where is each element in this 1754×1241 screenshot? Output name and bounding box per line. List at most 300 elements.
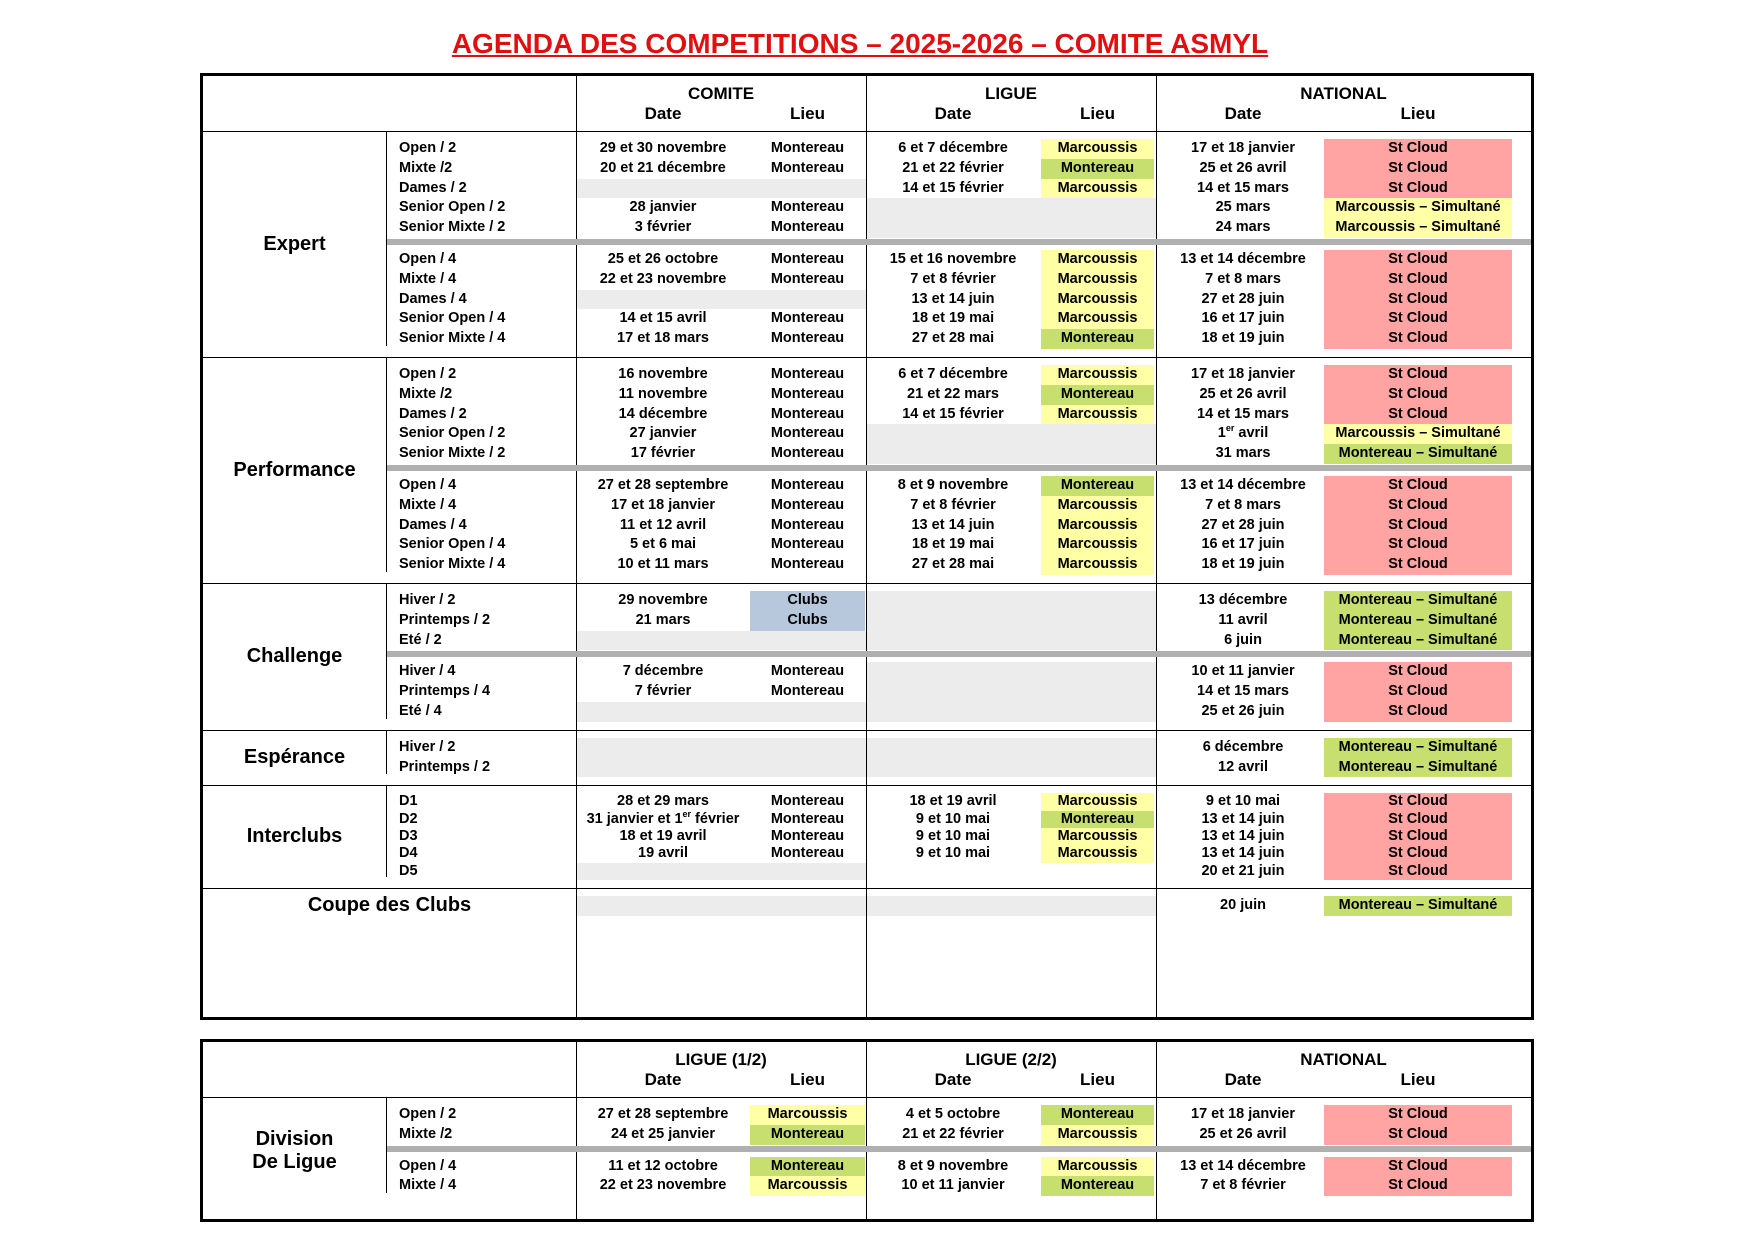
date-cell: 18 et 19 avril xyxy=(619,828,707,844)
event-label: D3 xyxy=(399,828,418,844)
date-cell: 9 et 10 mai xyxy=(915,828,991,844)
header-date: Date xyxy=(934,1070,972,1089)
table-row xyxy=(203,738,1531,758)
date-cell: 11 et 12 octobre xyxy=(608,1157,718,1174)
location-cell: Marcoussis xyxy=(1041,405,1154,425)
date-cell: 13 et 14 décembre xyxy=(1180,477,1306,493)
date-cell: 13 et 14 décembre xyxy=(1180,1157,1306,1174)
category-label: Division De Ligue xyxy=(252,1127,337,1173)
table-row xyxy=(203,496,1531,516)
date-cell: 7 et 8 mars xyxy=(1205,496,1281,513)
date-cell: 7 décembre xyxy=(622,663,704,680)
table-row xyxy=(203,535,1531,555)
empty-cell xyxy=(867,682,1156,702)
date-cell: 31 janvier et 1er février xyxy=(586,808,740,827)
date-cell: 17 et 18 janvier xyxy=(1191,366,1295,382)
event-label: Dames / 2 xyxy=(399,179,467,196)
date-cell: 27 janvier xyxy=(629,425,697,442)
event-label: Open / 2 xyxy=(399,366,457,382)
date-cell: 7 et 8 février xyxy=(1200,1177,1286,1194)
table-row xyxy=(203,702,1531,722)
empty-cell xyxy=(577,179,866,199)
date-cell: 11 et 12 avril xyxy=(619,516,707,533)
date-cell: 22 et 23 novembre xyxy=(599,270,727,287)
location-cell: Montereau xyxy=(750,1125,865,1145)
date-cell: 28 janvier xyxy=(629,199,697,216)
location-cell: Montereau xyxy=(770,159,845,176)
location-cell: Marcoussis – Simultané xyxy=(1324,424,1512,444)
location-cell: St Cloud xyxy=(1324,270,1512,290)
location-cell: St Cloud xyxy=(1324,385,1512,405)
event-label: Open / 4 xyxy=(399,477,457,493)
event-label: Mixte / 4 xyxy=(399,1177,457,1194)
empty-cell xyxy=(867,702,1156,722)
location-cell: Marcoussis xyxy=(1041,270,1154,290)
header-lieu: Lieu xyxy=(1080,1070,1115,1089)
header-date: Date xyxy=(644,1070,682,1089)
date-cell: 1er avril xyxy=(1217,423,1269,442)
location-cell: St Cloud xyxy=(1324,476,1512,496)
location-cell: St Cloud xyxy=(1324,793,1512,810)
page-title: AGENDA DES COMPETITIONS – 2025-2026 – COMITE ASMYL xyxy=(451,28,1269,59)
event-label: Open / 4 xyxy=(399,1157,457,1174)
location-cell: Montereau xyxy=(770,219,845,236)
empty-cell xyxy=(867,218,1156,238)
event-label: Dames / 4 xyxy=(399,516,467,533)
event-label: Senior Mixte / 4 xyxy=(399,556,506,573)
location-cell: St Cloud xyxy=(1324,496,1512,516)
location-cell: Marcoussis xyxy=(1041,1157,1154,1177)
category-label: Challenge xyxy=(246,644,343,667)
location-cell: Montereau xyxy=(770,445,845,462)
header-lieu: Lieu xyxy=(1400,104,1436,123)
location-cell: Montereau – Simultané xyxy=(1324,738,1512,758)
table-row xyxy=(203,250,1531,270)
empty-cell xyxy=(867,758,1156,778)
date-cell: 17 et 18 janvier xyxy=(1191,140,1295,156)
event-label: Senior Open / 2 xyxy=(399,199,506,216)
location-cell: Marcoussis xyxy=(1041,250,1154,270)
table-row xyxy=(203,845,1531,862)
date-cell: 18 et 19 avril xyxy=(909,793,997,810)
location-cell: Marcoussis xyxy=(1041,793,1154,810)
date-cell: 10 et 11 janvier xyxy=(901,1177,1005,1194)
date-cell: 21 et 22 février xyxy=(902,1125,1004,1142)
date-cell: 22 et 23 novembre xyxy=(599,1177,727,1194)
date-cell: 12 avril xyxy=(1218,758,1268,775)
location-cell: Marcoussis xyxy=(1041,139,1154,159)
location-cell: Marcoussis xyxy=(1041,179,1154,199)
header-lieu: Lieu xyxy=(790,104,825,123)
date-cell: 9 et 10 mai xyxy=(915,845,991,862)
category-divider xyxy=(386,584,387,719)
event-label: Printemps / 2 xyxy=(399,758,491,775)
date-cell: 14 et 15 avril xyxy=(619,310,707,327)
event-label: Hiver / 2 xyxy=(399,738,456,755)
date-cell: 27 et 28 septembre xyxy=(597,477,729,493)
date-cell: 8 et 9 novembre xyxy=(897,1157,1009,1174)
table-row xyxy=(203,758,1531,778)
date-cell: 15 et 16 novembre xyxy=(889,251,1017,267)
empty-cell xyxy=(577,863,866,880)
event-label: Senior Open / 4 xyxy=(399,310,506,327)
header-date: Date xyxy=(934,104,972,123)
empty-cell xyxy=(867,896,1156,916)
location-cell: St Cloud xyxy=(1324,1176,1512,1196)
location-cell: Marcoussis xyxy=(1041,365,1154,385)
location-cell: St Cloud xyxy=(1324,555,1512,575)
header-comite: COMITE xyxy=(687,84,755,103)
header-date: Date xyxy=(1224,1070,1262,1089)
location-cell: Montereau xyxy=(770,385,845,402)
block-separator xyxy=(386,465,1531,471)
date-cell: 25 et 26 avril xyxy=(1199,1125,1287,1142)
header-national: NATIONAL xyxy=(1300,1050,1387,1069)
category-label: Performance xyxy=(233,458,356,481)
header-divider xyxy=(203,131,1531,132)
table-row xyxy=(203,270,1531,290)
empty-cell xyxy=(867,444,1156,464)
table-row xyxy=(203,863,1531,880)
table-row xyxy=(203,631,1531,651)
event-label: Eté / 2 xyxy=(399,631,442,648)
event-label: Senior Mixte / 4 xyxy=(399,330,506,347)
date-cell: 24 et 25 janvier xyxy=(611,1125,715,1142)
date-cell: 18 et 19 juin xyxy=(1201,556,1285,573)
location-cell: Montereau xyxy=(1041,385,1154,405)
location-cell: St Cloud xyxy=(1324,139,1512,159)
location-cell: Montereau – Simultané xyxy=(1324,896,1512,916)
event-label: Hiver / 2 xyxy=(399,592,456,608)
date-cell: 24 mars xyxy=(1215,219,1271,236)
location-cell: Montereau xyxy=(770,516,845,533)
location-cell: Marcoussis – Simultané xyxy=(1324,218,1512,238)
date-cell: 17 février xyxy=(630,445,696,462)
date-cell: 28 et 29 mars xyxy=(617,793,709,810)
table-row xyxy=(203,1157,1531,1177)
location-cell: Montereau – Simultané xyxy=(1324,758,1512,778)
table-row xyxy=(203,555,1531,575)
date-cell: 25 et 26 juin xyxy=(1201,703,1285,719)
location-cell: Marcoussis xyxy=(1041,535,1154,555)
date-cell: 31 mars xyxy=(1215,445,1271,462)
table-row xyxy=(203,444,1531,464)
date-cell: 7 et 8 février xyxy=(910,496,996,513)
table-row xyxy=(203,1176,1531,1196)
date-cell: 20 juin xyxy=(1220,896,1266,913)
header-date: Date xyxy=(1224,104,1262,123)
location-cell: Marcoussis xyxy=(1041,290,1154,310)
location-cell: Clubs xyxy=(750,591,865,611)
date-cell: 25 et 26 avril xyxy=(1199,159,1287,176)
table-row xyxy=(203,808,1531,828)
competitions-table xyxy=(200,73,1534,1020)
date-cell: 29 novembre xyxy=(618,592,708,608)
table-row xyxy=(203,424,1531,444)
location-cell: St Cloud xyxy=(1324,863,1512,880)
location-cell: St Cloud xyxy=(1324,845,1512,862)
location-cell: Clubs xyxy=(750,611,865,631)
table-row xyxy=(203,611,1531,631)
event-label: Printemps / 4 xyxy=(399,683,491,700)
date-cell: 25 mars xyxy=(1215,199,1271,216)
header-lieu: Lieu xyxy=(1080,104,1115,123)
event-label: D4 xyxy=(399,845,418,862)
location-cell: Marcoussis xyxy=(750,1105,865,1125)
table-row xyxy=(203,662,1531,682)
table-row xyxy=(203,516,1531,536)
location-cell: Montereau xyxy=(770,828,845,844)
location-cell: Montereau – Simultané xyxy=(1324,631,1512,651)
date-cell: 9 et 10 mai xyxy=(915,810,991,827)
category-label: Interclubs xyxy=(246,825,343,848)
table-row xyxy=(203,1105,1531,1125)
location-cell: St Cloud xyxy=(1324,1157,1512,1177)
location-cell: St Cloud xyxy=(1324,702,1512,722)
block-separator xyxy=(386,239,1531,245)
location-cell: St Cloud xyxy=(1324,309,1512,329)
location-cell: St Cloud xyxy=(1324,535,1512,555)
empty-cell xyxy=(867,662,1156,682)
location-cell: St Cloud xyxy=(1324,365,1512,385)
header-divider xyxy=(203,1097,1531,1098)
date-cell: 27 et 28 juin xyxy=(1201,516,1285,533)
date-cell: 11 novembre xyxy=(618,385,708,402)
header-national: NATIONAL xyxy=(1300,84,1387,103)
block-separator xyxy=(386,651,1531,657)
date-cell: 18 et 19 mai xyxy=(911,536,995,553)
location-cell: Montereau xyxy=(750,1157,865,1177)
table-row xyxy=(203,793,1531,810)
date-cell: 13 et 14 décembre xyxy=(1180,251,1306,267)
category-label: Espérance xyxy=(243,746,346,769)
location-cell: St Cloud xyxy=(1324,828,1512,845)
date-cell: 14 décembre xyxy=(618,405,708,422)
date-cell: 6 juin xyxy=(1224,631,1262,648)
location-cell: Montereau xyxy=(770,251,845,267)
location-cell: Montereau – Simultané xyxy=(1324,591,1512,611)
date-cell: 27 et 28 septembre xyxy=(597,1106,729,1122)
category-label: Expert xyxy=(263,232,326,255)
date-cell: 16 et 17 juin xyxy=(1201,536,1285,553)
empty-cell xyxy=(867,198,1156,218)
empty-cell xyxy=(867,611,1156,631)
date-cell: 27 et 28 mai xyxy=(911,330,995,347)
location-cell: Montereau xyxy=(770,663,845,680)
location-cell: Marcoussis xyxy=(1041,516,1154,536)
date-cell: 27 et 28 juin xyxy=(1201,290,1285,307)
empty-cell xyxy=(867,591,1156,611)
location-cell: St Cloud xyxy=(1324,516,1512,536)
header-col2: LIGUE (2/2) xyxy=(965,1050,1057,1069)
date-cell: 18 et 19 juin xyxy=(1201,330,1285,347)
location-cell: Montereau xyxy=(1041,159,1154,179)
header-lieu: Lieu xyxy=(790,1070,825,1089)
location-cell: Montereau xyxy=(770,683,845,700)
location-cell: St Cloud xyxy=(1324,329,1512,349)
category-divider xyxy=(386,731,387,775)
location-cell: Marcoussis xyxy=(1041,845,1154,862)
location-cell: Marcoussis xyxy=(1041,828,1154,845)
event-label: D1 xyxy=(399,793,418,810)
date-cell: 21 et 22 février xyxy=(902,159,1004,176)
date-cell: 25 et 26 avril xyxy=(1199,385,1287,402)
empty-cell xyxy=(867,631,1156,651)
location-cell: St Cloud xyxy=(1324,682,1512,702)
empty-cell xyxy=(577,758,866,778)
date-cell: 20 et 21 juin xyxy=(1201,862,1285,879)
location-cell: St Cloud xyxy=(1324,1125,1512,1145)
event-label: Printemps / 2 xyxy=(399,611,491,628)
date-cell: 20 et 21 décembre xyxy=(600,159,726,176)
event-label: Open / 2 xyxy=(399,1106,457,1122)
location-cell: Montereau xyxy=(770,793,845,810)
date-cell: 27 et 28 mai xyxy=(911,556,995,573)
table-row xyxy=(203,405,1531,425)
date-cell: 8 et 9 novembre xyxy=(897,477,1009,493)
event-label: Mixte / 4 xyxy=(399,496,457,513)
event-label: Hiver / 4 xyxy=(399,663,456,680)
date-cell: 5 et 6 mai xyxy=(629,536,697,553)
event-label: Senior Open / 4 xyxy=(399,536,506,553)
date-cell: 17 et 18 mars xyxy=(617,330,709,347)
location-cell: Montereau xyxy=(770,536,845,553)
date-cell: 13 et 14 juin xyxy=(911,290,995,307)
location-cell: Montereau – Simultané xyxy=(1324,444,1512,464)
event-label: D5 xyxy=(399,862,418,879)
header-ligue: LIGUE xyxy=(985,84,1037,103)
location-cell: St Cloud xyxy=(1324,1105,1512,1125)
block-separator xyxy=(386,1146,1531,1152)
table-row xyxy=(203,476,1531,496)
date-cell: 10 et 11 mars xyxy=(617,556,709,573)
date-cell: 9 et 10 mai xyxy=(1205,793,1281,810)
date-cell: 18 et 19 mai xyxy=(911,310,995,327)
location-cell: Montereau xyxy=(770,556,845,573)
event-label: Senior Mixte / 2 xyxy=(399,219,506,236)
date-cell: 6 et 7 décembre xyxy=(898,366,1008,382)
date-cell: 3 février xyxy=(634,219,692,236)
location-cell: Montereau xyxy=(1041,1105,1154,1125)
date-cell: 29 et 30 novembre xyxy=(599,140,727,156)
empty-cell xyxy=(577,738,866,758)
category-divider xyxy=(386,132,387,346)
event-label: Dames / 4 xyxy=(399,290,467,307)
table-row xyxy=(203,682,1531,702)
table-row xyxy=(203,139,1531,159)
table-row xyxy=(203,290,1531,310)
date-cell: 14 et 15 mars xyxy=(1197,405,1289,422)
date-cell: 17 et 18 janvier xyxy=(611,496,715,513)
location-cell: Marcoussis xyxy=(1041,1125,1154,1145)
date-cell: 6 et 7 décembre xyxy=(898,140,1008,156)
date-cell: 6 décembre xyxy=(1202,738,1284,755)
location-cell: Montereau xyxy=(770,270,845,287)
location-cell: St Cloud xyxy=(1324,290,1512,310)
empty-cell xyxy=(577,631,866,651)
location-cell: Montereau xyxy=(770,405,845,422)
location-cell: Marcoussis xyxy=(1041,496,1154,516)
date-cell: 7 février xyxy=(634,683,692,700)
location-cell: Montereau xyxy=(770,496,845,513)
location-cell: Montereau xyxy=(770,140,845,156)
event-label: Dames / 2 xyxy=(399,405,467,422)
category-label: Coupe des Clubs xyxy=(307,894,472,917)
location-cell: St Cloud xyxy=(1324,405,1512,425)
date-cell: 14 et 15 février xyxy=(902,405,1004,422)
location-cell: St Cloud xyxy=(1324,179,1512,199)
location-cell: Montereau xyxy=(770,330,845,347)
location-cell: St Cloud xyxy=(1324,811,1512,828)
table-row xyxy=(203,828,1531,845)
location-cell: Montereau xyxy=(770,477,845,493)
group-divider xyxy=(203,730,1531,731)
location-cell: Marcoussis xyxy=(750,1176,865,1196)
date-cell: 25 et 26 octobre xyxy=(607,251,719,267)
event-label: Mixte /2 xyxy=(399,385,453,402)
group-divider xyxy=(203,357,1531,358)
table-row xyxy=(203,591,1531,611)
date-cell: 13 décembre xyxy=(1198,592,1288,608)
event-label: D2 xyxy=(399,810,418,827)
date-cell: 21 et 22 mars xyxy=(907,385,999,402)
location-cell: St Cloud xyxy=(1324,159,1512,179)
table-row xyxy=(203,1125,1531,1145)
empty-cell xyxy=(867,738,1156,758)
table-row xyxy=(203,385,1531,405)
category-divider xyxy=(386,786,387,877)
location-cell: St Cloud xyxy=(1324,250,1512,270)
category-divider xyxy=(386,358,387,572)
empty-cell xyxy=(577,290,866,310)
location-cell: St Cloud xyxy=(1324,662,1512,682)
event-label: Senior Open / 2 xyxy=(399,425,506,442)
header-lieu: Lieu xyxy=(1400,1070,1436,1089)
table-row xyxy=(203,198,1531,218)
table-row xyxy=(203,309,1531,329)
event-label: Mixte /2 xyxy=(399,1125,453,1142)
group-divider xyxy=(203,583,1531,584)
location-cell: Marcoussis xyxy=(1041,555,1154,575)
location-cell: Montereau xyxy=(1041,476,1154,496)
location-cell: Montereau – Simultané xyxy=(1324,611,1512,631)
date-cell: 13 et 14 juin xyxy=(1201,828,1285,844)
table-row xyxy=(203,159,1531,179)
date-cell: 16 et 17 juin xyxy=(1201,310,1285,327)
division-ligue-table xyxy=(200,1039,1534,1222)
table-row xyxy=(203,365,1531,385)
date-cell: 13 et 14 juin xyxy=(1201,810,1285,827)
table-row xyxy=(203,218,1531,238)
date-cell: 13 et 14 juin xyxy=(911,516,995,533)
location-cell: Montereau xyxy=(770,425,845,442)
event-label: Senior Mixte / 2 xyxy=(399,445,506,462)
empty-cell xyxy=(867,424,1156,444)
empty-cell xyxy=(577,702,866,722)
event-label: Eté / 4 xyxy=(399,703,442,719)
event-label: Mixte /2 xyxy=(399,159,453,176)
location-cell: Marcoussis xyxy=(1041,309,1154,329)
event-label: Open / 2 xyxy=(399,140,457,156)
date-cell: 14 et 15 mars xyxy=(1197,683,1289,700)
date-cell: 13 et 14 juin xyxy=(1201,845,1285,862)
date-cell: 11 avril xyxy=(1218,611,1268,628)
location-cell: Montereau xyxy=(770,366,845,382)
location-cell: Marcoussis – Simultané xyxy=(1324,198,1512,218)
date-cell: 4 et 5 octobre xyxy=(905,1106,1001,1122)
date-cell: 10 et 11 janvier xyxy=(1191,663,1295,680)
table-row xyxy=(203,329,1531,349)
